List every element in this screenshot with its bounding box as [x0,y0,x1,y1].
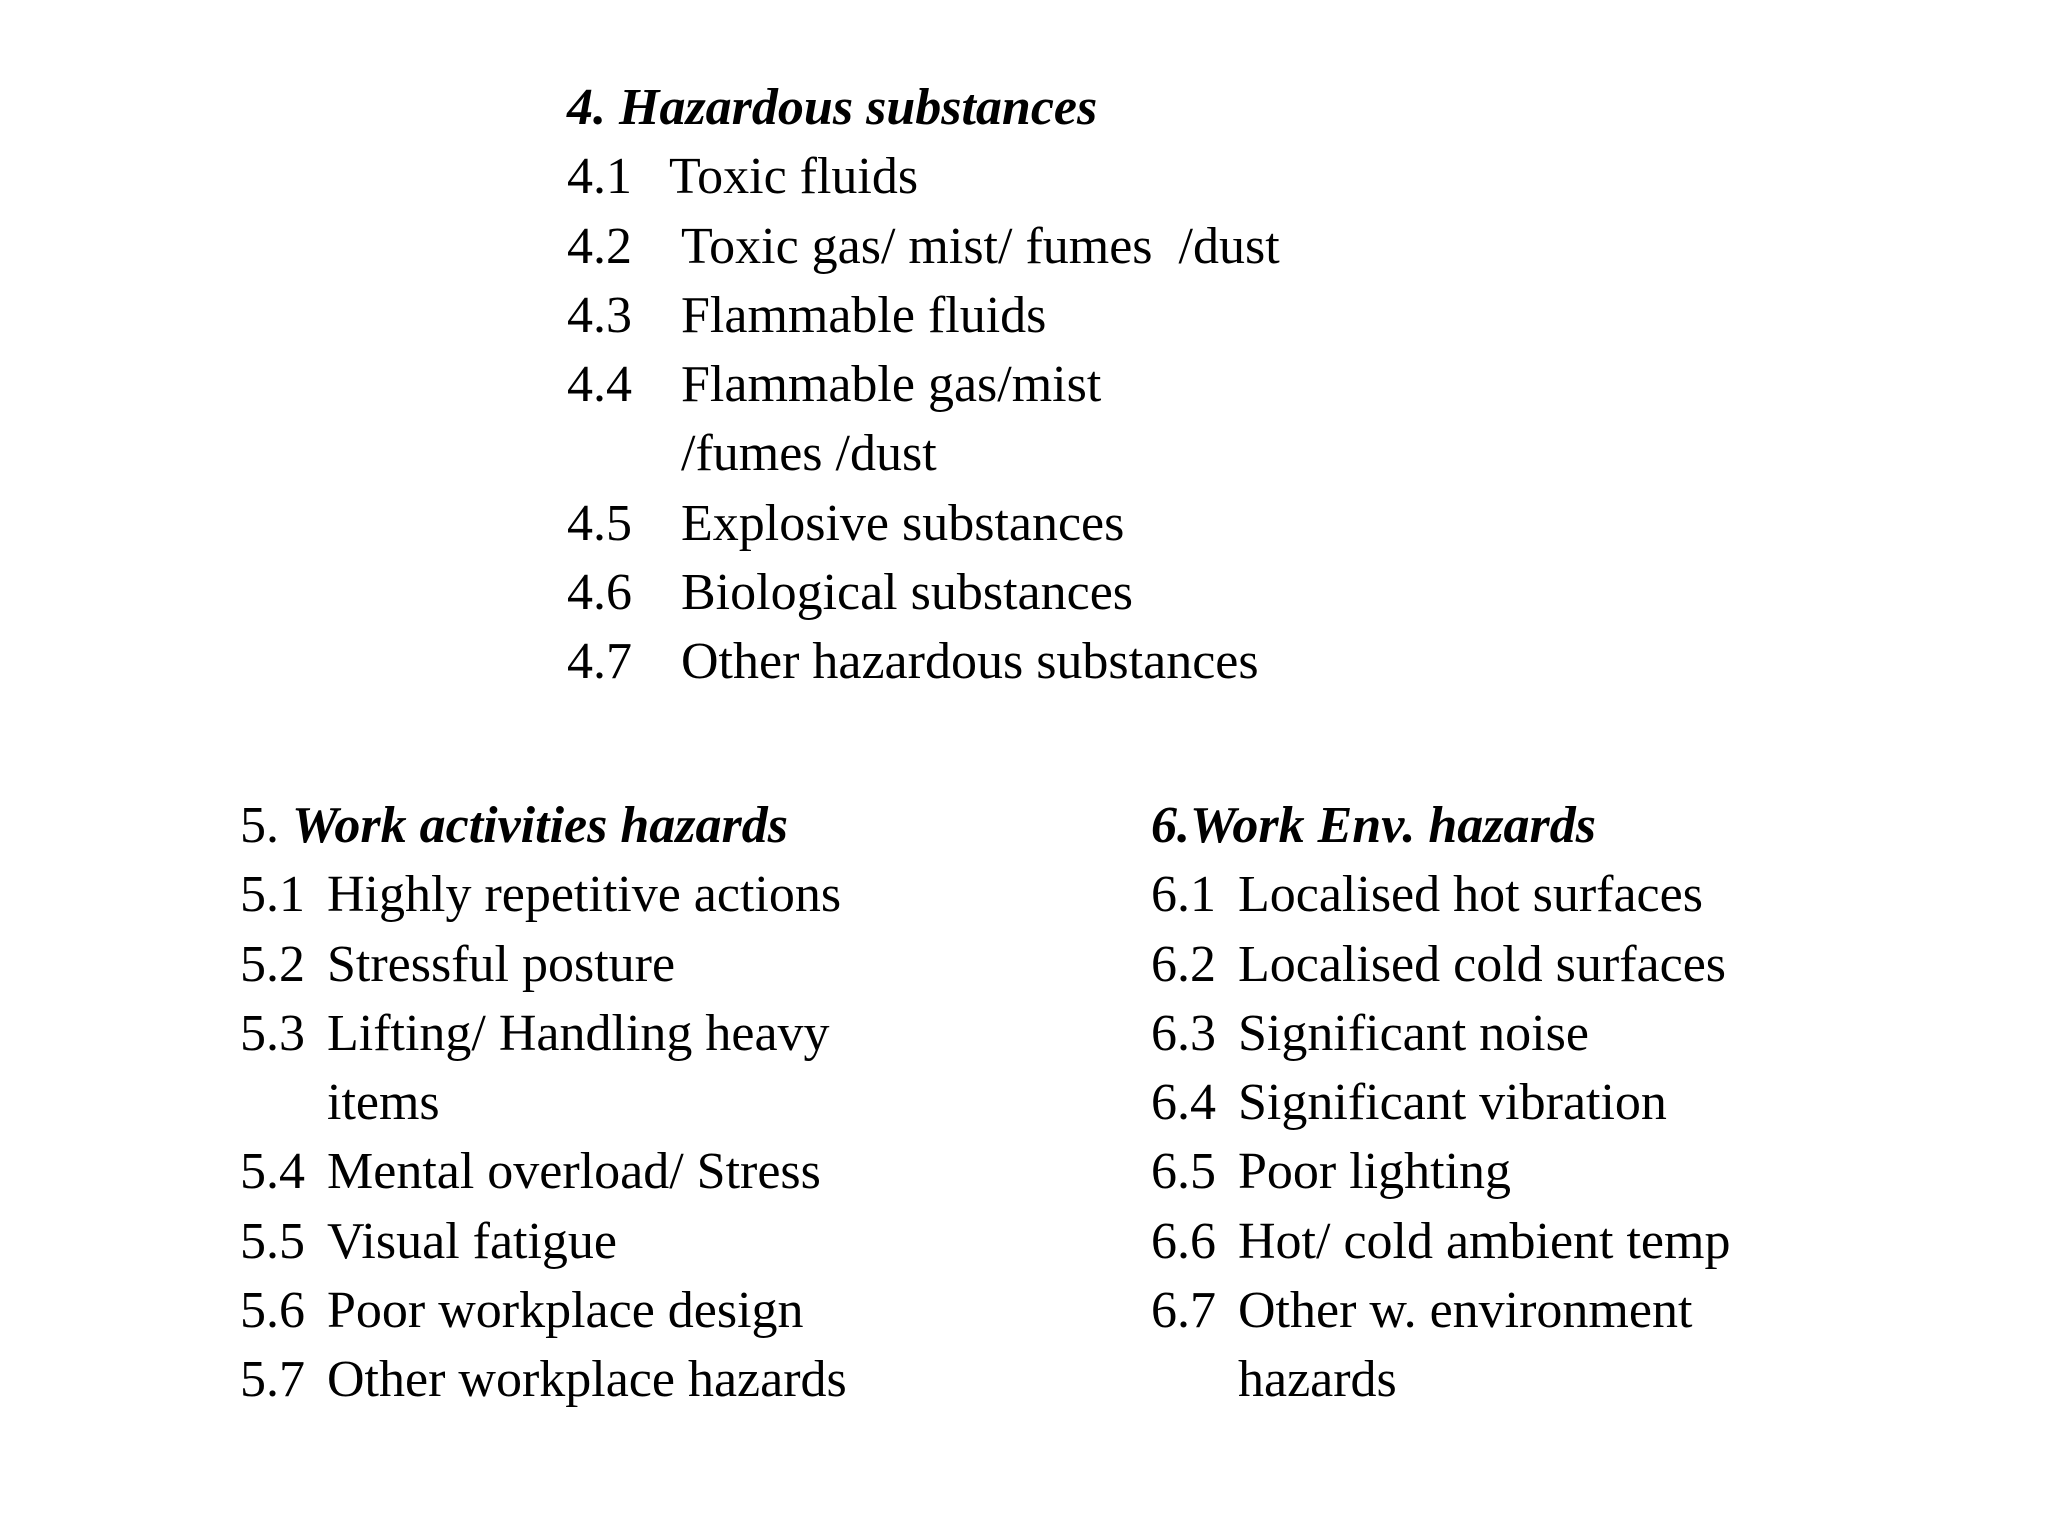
item-number: 6.5 [1151,1143,1216,1201]
list-item [567,212,1280,281]
item-text: Explosive substances [681,494,1125,552]
list-item [1151,1137,1730,1206]
list-item [1151,930,1730,999]
item-number: 5.5 [240,1212,305,1270]
list-item [240,860,847,929]
item-number: 6.6 [1151,1212,1216,1270]
item-text: Visual fatigue [327,1212,618,1270]
item-text: Other w. environment hazards [1238,1282,1693,1409]
item-number: 5.6 [240,1282,305,1340]
section-hazardous-substances [567,73,1280,697]
item-number: 6.4 [1151,1074,1216,1132]
item-number: 4.7 [567,633,632,691]
item-text: Localised hot surfaces [1238,866,1703,924]
item-text: Poor workplace design [327,1282,804,1340]
item-number: 6.1 [1151,866,1216,924]
section-heading-number: 5. [240,797,292,854]
item-text: Other hazardous substances [681,633,1259,691]
section-heading: 6.Work Env. hazards [1151,797,1596,854]
list-item [567,281,1280,350]
list-item [240,1207,847,1276]
item-text: Toxic fluids [669,148,919,206]
item-number: 4.5 [567,494,632,552]
section-work-environment-hazards [1151,791,1730,1415]
list-item [240,1345,847,1414]
section-heading: 4. Hazardous substances [567,79,1098,136]
item-number: 4.1 [567,148,632,206]
section-heading-text: Work activities hazards [292,797,788,854]
list-item [240,1137,847,1206]
item-text: Lifting/ Handling heavy items [327,1004,830,1132]
item-text: Biological substances [681,564,1134,622]
item-number: 4.4 [567,356,632,414]
list-item [567,627,1280,696]
item-text: Mental overload/ Stress [327,1143,821,1201]
item-number: 5.1 [240,866,305,924]
list-item [240,1276,847,1345]
list-item [1151,1276,1730,1415]
item-number: 4.2 [567,217,632,275]
item-text: Toxic gas/ mist/ fumes /dust [681,217,1280,275]
list-item [240,930,847,999]
item-number: 5.7 [240,1351,305,1409]
list-item [567,489,1280,558]
item-number: 5.2 [240,935,305,993]
section-heading [240,791,847,860]
item-text: Hot/ cold ambient temp [1238,1212,1731,1270]
list-item [567,350,1280,489]
item-text: Flammable gas/mist /fumes /dust [681,356,1102,483]
item-text: Significant vibration [1238,1074,1667,1132]
list-item [567,142,1280,211]
list-item [240,999,847,1138]
list-item [1151,999,1730,1068]
section-work-activities-hazards [240,791,847,1415]
list-item [1151,860,1730,929]
item-text: Localised cold surfaces [1238,935,1727,993]
item-text: Highly repetitive actions [327,866,842,924]
item-text: Significant noise [1238,1004,1589,1062]
list-item [567,558,1280,627]
item-number: 6.2 [1151,935,1216,993]
item-number: 5.3 [240,1004,305,1062]
item-number: 5.4 [240,1143,305,1201]
list-item [1151,1207,1730,1276]
item-number: 4.3 [567,286,632,344]
item-text: Flammable fluids [681,286,1047,344]
item-text: Other workplace hazards [327,1351,847,1409]
item-number: 4.6 [567,564,632,622]
list-item [1151,1068,1730,1137]
item-number: 6.3 [1151,1004,1216,1062]
item-number: 6.7 [1151,1282,1216,1340]
item-text: Poor lighting [1238,1143,1512,1201]
item-text: Stressful posture [327,935,676,993]
